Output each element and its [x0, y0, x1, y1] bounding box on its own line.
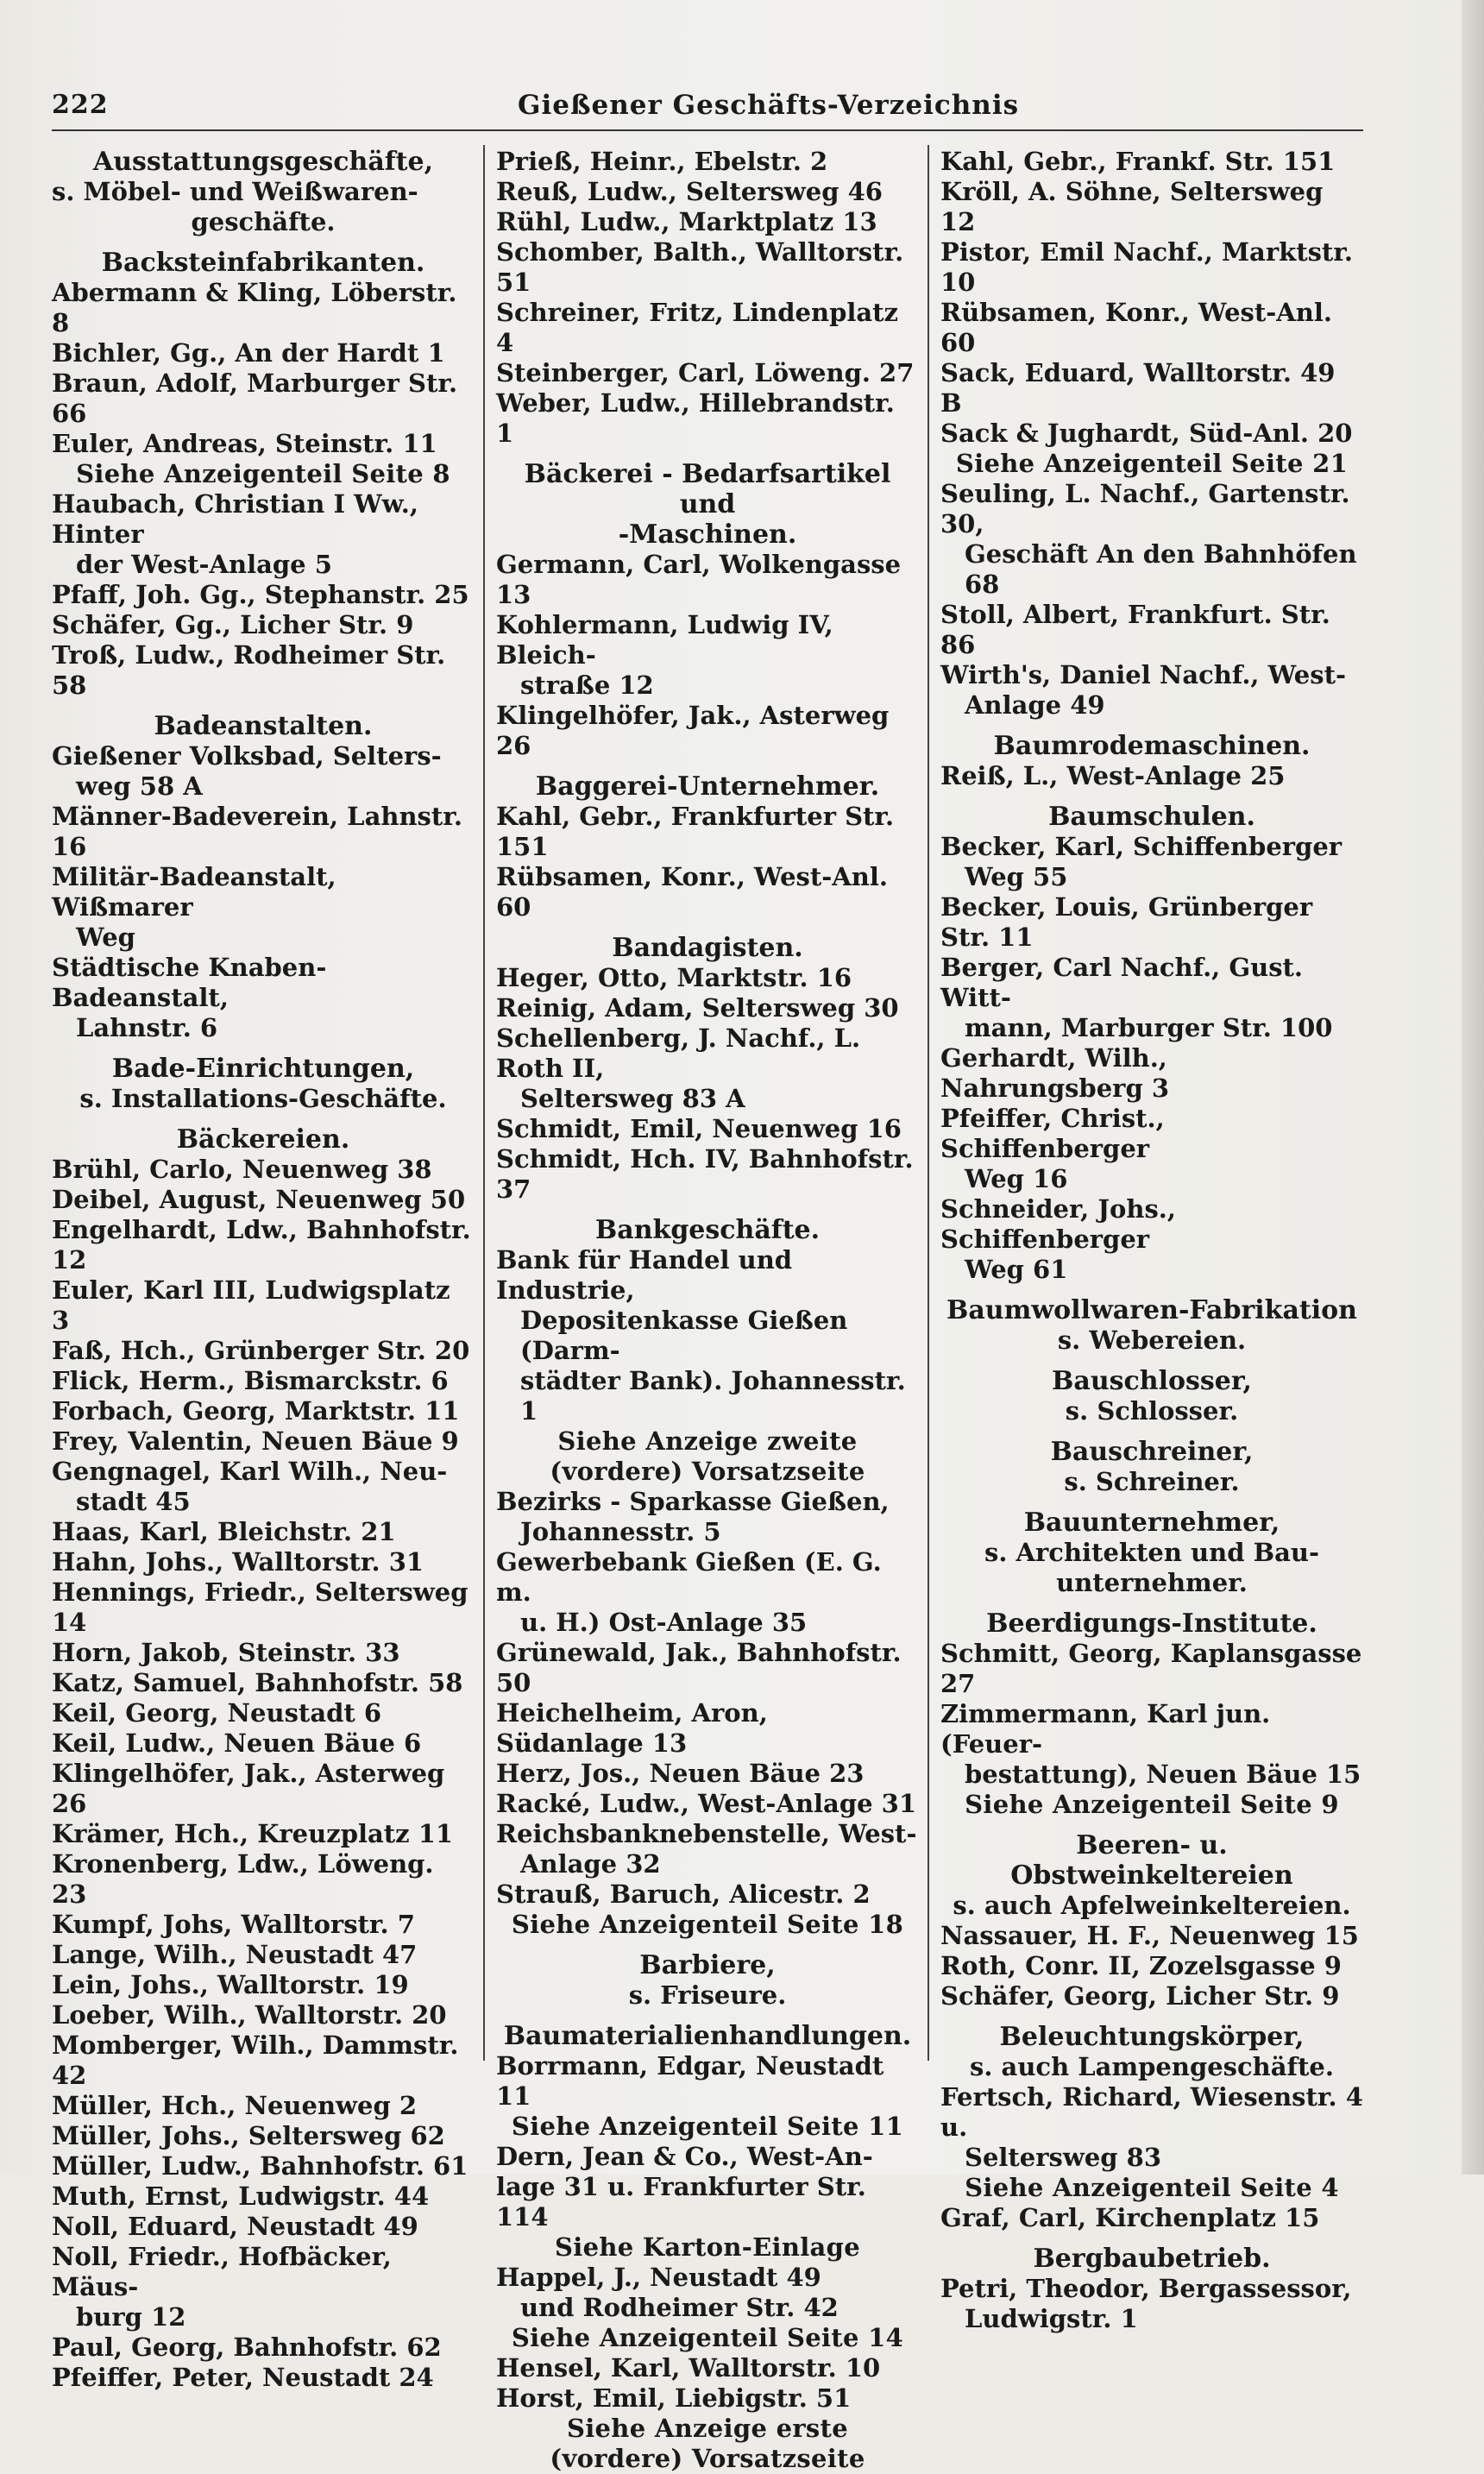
- section-heading: Bankgeschäfte.: [594, 1215, 821, 1245]
- directory-entry: Kronenberg, Ldw., Löweng. 23: [52, 1849, 434, 1909]
- directory-entry: Berger, Carl Nachf., Gust. Witt-: [940, 953, 1304, 1012]
- directory-entry: Kahl, Gebr., Frankf. Str. 151: [940, 147, 1336, 176]
- directory-entry: Reuß, Ludw., Seltersweg 46: [496, 177, 883, 206]
- entry-continuation: Weg: [76, 922, 135, 952]
- directory-entry: Müller, Johs., Seltersweg 62: [52, 2121, 445, 2150]
- directory-entry: Reiß, L., West-Anlage 25: [940, 761, 1286, 790]
- ad-reference: Siehe Anzeigenteil Seite 8: [76, 459, 450, 488]
- directory-entry: Sack, Eduard, Walltorstr. 49 B: [940, 358, 1336, 418]
- directory-entry: Stoll, Albert, Frankfurt. Str. 86: [940, 600, 1330, 659]
- directory-entry: Männer-Badeverein, Lahnstr. 16: [52, 802, 462, 861]
- directory-entry: Schreiner, Fritz, Lindenplatz 4: [496, 298, 899, 357]
- column-3: [940, 147, 1363, 2334]
- directory-entry: Sack & Jughardt, Süd-Anl. 20: [940, 419, 1353, 448]
- running-title: Gießener Geschäfts-Verzeichnis: [518, 90, 1020, 121]
- cross-reference: s. Schlosser.: [1065, 1396, 1239, 1426]
- directory-entry: Schmitt, Georg, Kaplansgasse 27: [940, 1639, 1362, 1698]
- directory-entry: Hennings, Friedr., Seltersweg 14: [52, 1577, 468, 1637]
- directory-entry: Heichelheim, Aron, Südanlage 13: [496, 1698, 768, 1758]
- directory-entry: Kohlermann, Ludwig IV, Bleich-: [496, 610, 833, 670]
- directory-entry: Fertsch, Richard, Wiesenstr. 4 u.: [940, 2082, 1363, 2142]
- directory-entry: Heger, Otto, Marktstr. 16: [496, 963, 852, 992]
- directory-entry: Roth, Conr. II, Zozelsgasse 9: [940, 1951, 1342, 1980]
- directory-entry: Bezirks - Sparkasse Gießen,: [496, 1487, 890, 1516]
- section-heading: Beeren- u. Obstweinkeltereien: [1010, 1830, 1293, 1891]
- entry-continuation: straße 12: [520, 670, 654, 700]
- entry-continuation: Johannesstr. 5: [520, 1517, 721, 1546]
- ad-reference: (vordere) Vorsatzseite: [550, 1457, 865, 1486]
- section-heading: -Maschinen.: [618, 519, 797, 550]
- directory-entry: Bichler, Gg., An der Hardt 1: [52, 338, 445, 368]
- directory-entry: Bank für Handel und Industrie,: [496, 1245, 793, 1305]
- entry-continuation: burg 12: [76, 2302, 186, 2332]
- directory-entry: Hensel, Karl, Walltorstr. 10: [496, 2353, 881, 2383]
- ad-reference: (vordere) Vorsatzseite: [550, 2444, 865, 2473]
- section-heading: Bauschreiner,: [1050, 1437, 1254, 1467]
- cross-reference: s. Schreiner.: [1064, 1467, 1240, 1496]
- section-heading: Bäckerei - Bedarfsartikel und: [524, 459, 891, 519]
- directory-entry: Pistor, Emil Nachf., Marktstr. 10: [940, 237, 1354, 297]
- section-heading: Bäckereien.: [176, 1124, 350, 1155]
- section-heading: Badeanstalten.: [154, 711, 373, 741]
- section-heading: Bergbaubetrieb.: [1033, 2244, 1271, 2274]
- directory-entry: Becker, Louis, Grünberger Str. 11: [940, 892, 1313, 952]
- entry-continuation: Seltersweg 83 A: [520, 1084, 745, 1113]
- entry-continuation: und Rodheimer Str. 42: [520, 2293, 839, 2322]
- ad-reference: Siehe Karton-Einlage: [555, 2232, 860, 2262]
- directory-entry: Grünewald, Jak., Bahnhofstr. 50: [496, 1638, 902, 1697]
- directory-entry: Rübsamen, Konr., West-Anl. 60: [940, 298, 1333, 357]
- directory-entry: Dern, Jean & Co., West-An-: [496, 2142, 873, 2171]
- entry-continuation: mann, Marburger Str. 100: [965, 1013, 1333, 1042]
- directory-entry: Prieß, Heinr., Ebelstr. 2: [496, 147, 828, 176]
- directory-entry: Müller, Ludw., Bahnhofstr. 61: [52, 2151, 468, 2181]
- directory-entry: Borrmann, Edgar, Neustadt 11: [496, 2051, 884, 2111]
- page-number: 222: [52, 90, 109, 120]
- section-heading: Bandagisten.: [612, 933, 803, 963]
- directory-entry: Horn, Jakob, Steinstr. 33: [52, 1638, 400, 1667]
- entry-continuation: der West-Anlage 5: [76, 550, 332, 579]
- directory-entry: Euler, Karl III, Ludwigsplatz 3: [52, 1275, 450, 1335]
- cross-reference: s. Architekten und Bau-: [984, 1538, 1319, 1567]
- entry-continuation: städter Bank). Johannesstr. 1: [520, 1366, 906, 1426]
- directory-entry: Noll, Eduard, Neustadt 49: [52, 2212, 418, 2241]
- directory-entry: Petri, Theodor, Bergassessor,: [940, 2274, 1352, 2303]
- cross-reference: s. Möbel- und Weißwaren-: [52, 177, 418, 206]
- cross-reference: s. Webereien.: [1057, 1325, 1247, 1355]
- directory-entry: Haubach, Christian I Ww., Hinter: [52, 489, 418, 549]
- directory-entry: Katz, Samuel, Bahnhofstr. 58: [52, 1668, 463, 1697]
- directory-entry: Keil, Georg, Neustadt 6: [52, 1698, 382, 1728]
- directory-entry: Racké, Ludw., West-Anlage 31: [496, 1789, 917, 1818]
- directory-entry: Lein, Johs., Walltorstr. 19: [52, 1970, 409, 1999]
- entry-continuation: Lahnstr. 6: [76, 1013, 218, 1042]
- directory-entry: Schneider, Johs., Schiffenberger: [940, 1194, 1176, 1254]
- directory-entry: Militär-Badeanstalt, Wißmarer: [52, 862, 336, 922]
- entry-continuation: Anlage 32: [520, 1849, 661, 1879]
- entry-continuation: Weg 61: [965, 1255, 1068, 1284]
- cross-reference: s. Friseure.: [628, 1980, 787, 2010]
- directory-entry: Hahn, Johs., Walltorstr. 31: [52, 1547, 424, 1577]
- directory-entry: Klingelhöfer, Jak., Asterweg 26: [52, 1759, 445, 1818]
- cross-reference: geschäfte.: [191, 207, 336, 236]
- directory-entry: Zimmermann, Karl jun. (Feuer-: [940, 1699, 1271, 1759]
- directory-entry: Lange, Wilh., Neustadt 47: [52, 1940, 418, 1969]
- directory-entry: Rübsamen, Konr., West-Anl. 60: [496, 862, 889, 922]
- section-heading: Backsteinfabrikanten.: [101, 248, 425, 278]
- cross-reference: unternehmer.: [1056, 1568, 1248, 1597]
- directory-entry: Städtische Knaben-Badeanstalt,: [52, 953, 327, 1012]
- directory-entry: Rühl, Ludw., Marktplatz 13: [496, 207, 877, 236]
- ad-reference: Siehe Anzeige zweite: [557, 1426, 858, 1456]
- directory-entry: Schellenberg, J. Nachf., L. Roth II,: [496, 1023, 861, 1083]
- directory-entry: Reichsbanknebenstelle, West-: [496, 1819, 917, 1848]
- directory-entry: Kahl, Gebr., Frankfurter Str. 151: [496, 802, 895, 861]
- directory-entry: Müller, Hch., Neuenweg 2: [52, 2091, 418, 2120]
- section-heading: Bade-Einrichtungen,: [111, 1054, 415, 1084]
- entry-continuation: stadt 45: [76, 1487, 191, 1516]
- ad-reference: Siehe Anzeigenteil Seite 14: [511, 2323, 904, 2352]
- directory-entry: Schmidt, Hch. IV, Bahnhofstr. 37: [496, 1144, 914, 1204]
- column-divider: [483, 145, 485, 2061]
- entry-continuation: bestattung), Neuen Bäue 15: [965, 1759, 1361, 1789]
- section-heading: Baumwollwaren-Fabrikation: [946, 1295, 1357, 1325]
- directory-entry: Pfaff, Joh. Gg., Stephanstr. 25: [52, 580, 469, 609]
- directory-entry: Gießener Volksbad, Selters-: [52, 741, 442, 771]
- ad-reference: Siehe Anzeigenteil Seite 18: [511, 1910, 904, 1939]
- directory-entry: Braun, Adolf, Marburger Str. 66: [52, 368, 458, 428]
- entry-continuation: u. H.) Ost-Anlage 35: [520, 1608, 808, 1637]
- column-1: [52, 147, 475, 2393]
- entry-continuation: Weg 16: [965, 1164, 1068, 1193]
- directory-entry: Faß, Hch., Grünberger Str. 20: [52, 1336, 470, 1365]
- directory-entry: Steinberger, Carl, Löweng. 27: [496, 358, 915, 387]
- directory-entry: Schomber, Balth., Walltorstr. 51: [496, 237, 904, 297]
- directory-entry: Happel, J., Neustadt 49: [496, 2263, 821, 2292]
- directory-entry: Klingelhöfer, Jak., Asterweg 26: [496, 701, 890, 760]
- entry-continuation: Seltersweg 83: [965, 2143, 1162, 2172]
- directory-entry: Seuling, L. Nachf., Gartenstr. 30,: [940, 479, 1350, 538]
- directory-entry: Kumpf, Johs, Walltorstr. 7: [52, 1910, 415, 1939]
- directory-entry: Schmidt, Emil, Neuenweg 16: [496, 1114, 902, 1143]
- directory-entry: Schäfer, Gg., Licher Str. 9: [52, 610, 414, 639]
- entry-continuation: lage 31 u. Frankfurter Str. 114: [496, 2172, 866, 2232]
- directory-entry: Nassauer, H. F., Neuenweg 15: [940, 1921, 1359, 1950]
- page-edge: [1462, 0, 1484, 2175]
- column-divider: [928, 145, 929, 2061]
- directory-entry: Haas, Karl, Bleichstr. 21: [52, 1517, 396, 1546]
- directory-entry: Horst, Emil, Liebigstr. 51: [496, 2383, 852, 2413]
- directory-entry: Paul, Georg, Bahnhofstr. 62: [52, 2332, 442, 2362]
- entry-continuation: Geschäft An den Bahnhöfen 68: [965, 539, 1357, 599]
- directory-entry: Herz, Jos., Neuen Bäue 23: [496, 1759, 865, 1788]
- section-heading: Baumaterialienhandlungen.: [503, 2021, 912, 2051]
- directory-entry: Keil, Ludw., Neuen Bäue 6: [52, 1728, 422, 1758]
- page-header: [52, 86, 1363, 129]
- directory-entry: Pfeiffer, Christ., Schiffenberger: [940, 1104, 1165, 1163]
- section-heading: Ausstattungsgeschäfte,: [92, 147, 434, 177]
- section-heading: Beleuchtungskörper,: [999, 2022, 1305, 2052]
- column-2: [496, 147, 919, 2474]
- directory-entry: Forbach, Georg, Marktstr. 11: [52, 1396, 460, 1426]
- section-heading: Barbiere,: [639, 1950, 776, 1980]
- section-heading: Baumschulen.: [1048, 802, 1255, 832]
- directory-entry: Germann, Carl, Wolkengasse 13: [496, 550, 902, 609]
- section-heading: Bauschlosser,: [1052, 1366, 1252, 1396]
- directory-entry: Krämer, Hch., Kreuzplatz 11: [52, 1819, 454, 1848]
- cross-reference: s. auch Apfelweinkeltereien.: [953, 1891, 1351, 1920]
- entry-continuation: Ludwigstr. 1: [965, 2304, 1138, 2333]
- directory-entry: Frey, Valentin, Neuen Bäue 9: [52, 1426, 459, 1456]
- directory-entry: Wirth's, Daniel Nachf., West-: [940, 660, 1347, 689]
- directory-entry: Brühl, Carlo, Neuenweg 38: [52, 1155, 432, 1184]
- section-heading: Baumrodemaschinen.: [993, 731, 1311, 761]
- directory-entry: Loeber, Wilh., Walltorstr. 20: [52, 2000, 447, 2030]
- directory-entry: Gengnagel, Karl Wilh., Neu-: [52, 1457, 448, 1486]
- directory-entry: Gewerbebank Gießen (E. G. m.: [496, 1547, 882, 1607]
- directory-entry: Noll, Friedr., Hofbäcker, Mäus-: [52, 2242, 392, 2301]
- ad-reference: Siehe Anzeigenteil Seite 21: [955, 449, 1349, 478]
- cross-reference: s. Installations-Geschäfte.: [79, 1084, 447, 1113]
- directory-entry: Euler, Andreas, Steinstr. 11: [52, 429, 437, 458]
- directory-entry: Schäfer, Georg, Licher Str. 9: [940, 1981, 1340, 2011]
- ad-reference: Siehe Anzeigenteil Seite 11: [511, 2112, 904, 2141]
- section-heading: Beerdigungs-Institute.: [986, 1608, 1317, 1639]
- entry-continuation: weg 58 A: [76, 771, 203, 801]
- directory-entry: Abermann & Kling, Löberstr. 8: [52, 278, 457, 337]
- section-heading: Baggerei-Unternehmer.: [535, 771, 880, 802]
- cross-reference: s. auch Lampengeschäfte.: [970, 2052, 1334, 2081]
- directory-entry: Strauß, Baruch, Alicestr. 2: [496, 1879, 871, 1909]
- directory-entry: Flick, Herm., Bismarckstr. 6: [52, 1366, 449, 1395]
- directory-entry: Deibel, August, Neuenweg 50: [52, 1185, 466, 1214]
- directory-entry: Kröll, A. Söhne, Seltersweg 12: [940, 177, 1324, 236]
- ad-reference: Siehe Anzeige erste: [567, 2414, 848, 2443]
- ad-reference: Siehe Anzeigenteil Seite 9: [965, 1790, 1339, 1819]
- entry-continuation: Weg 55: [965, 862, 1068, 891]
- directory-entry: Momberger, Wilh., Dammstr. 42: [52, 2030, 459, 2090]
- ad-reference: Siehe Anzeigenteil Seite 4: [965, 2173, 1339, 2202]
- header-rule: [52, 129, 1363, 131]
- directory-entry: Muth, Ernst, Ludwigstr. 44: [52, 2181, 430, 2211]
- directory-entry: Becker, Karl, Schiffenberger: [940, 832, 1343, 861]
- directory-entry: Engelhardt, Ldw., Bahnhofstr. 12: [52, 1215, 471, 1275]
- directory-entry: Weber, Ludw., Hillebrandstr. 1: [496, 388, 895, 448]
- entry-continuation: Depositenkasse Gießen (Darm-: [520, 1306, 848, 1365]
- entry-continuation: Anlage 49: [965, 690, 1105, 720]
- directory-entry: Troß, Ludw., Rodheimer Str. 58: [52, 640, 446, 700]
- directory-entry: Reinig, Adam, Seltersweg 30: [496, 993, 899, 1023]
- directory-entry: Graf, Carl, Kirchenplatz 15: [940, 2203, 1320, 2232]
- section-heading: Bauunternehmer,: [1023, 1508, 1280, 1538]
- directory-entry: Gerhardt, Wilh., Nahrungsberg 3: [940, 1043, 1169, 1103]
- directory-entry: Pfeiffer, Peter, Neustadt 24: [52, 2363, 434, 2392]
